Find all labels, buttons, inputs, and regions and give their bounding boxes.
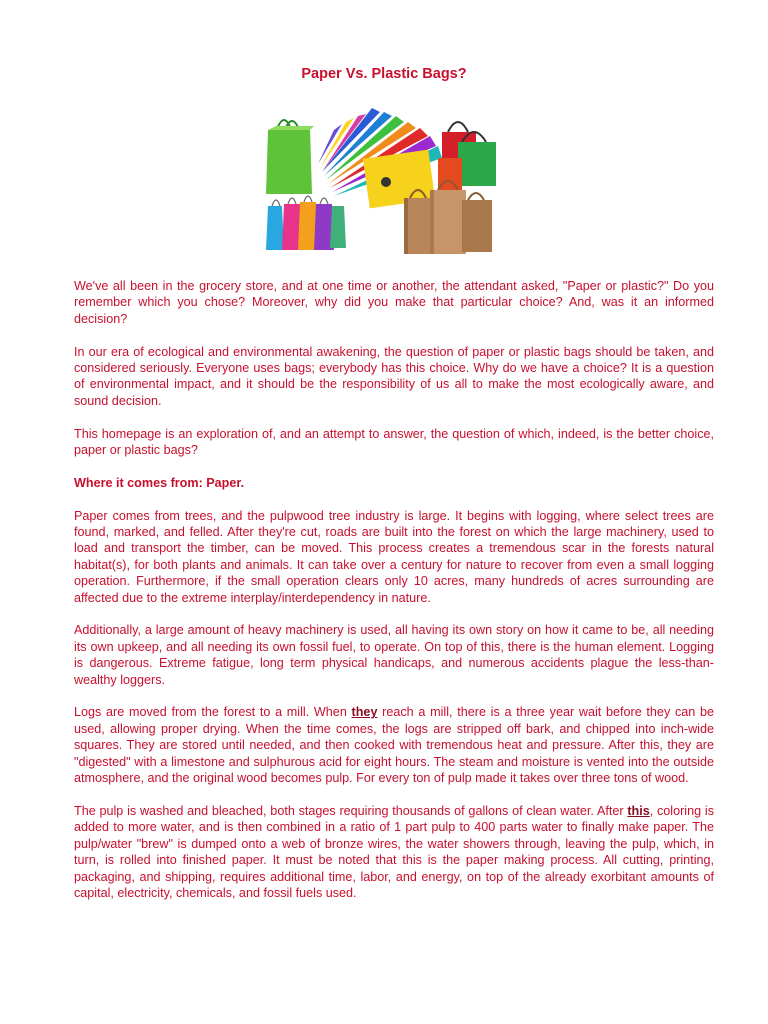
section-heading-paper: Where it comes from: Paper. <box>74 475 245 490</box>
article-body <box>74 278 714 901</box>
this-link[interactable]: this <box>627 803 650 818</box>
pulp-text-start: The pulp is washed and bleached, both stages requiring thousands of gallons of clean water. After <box>74 803 628 818</box>
paper-origin-paragraph: Paper comes from trees, and the pulpwood tree industry is large. It begins with logging, where select trees are found, marked, and felled. After they're cut, roads are built into the forest on which the large machinery, used to load and transport the timber, can be moved. This process creates a tremendous scar in the forests natural habitat(s), for both plants and animals. It can take over a century for nature to recover from even a small logging operation. Furthermore, if the small operation clears only 10 acres, many hundreds of acres surrounding are affected due to the extreme interplay/interdependency in nature. <box>74 508 714 605</box>
mill-text-end: reach a mill, there is a three year wait before they can be used, allowing proper drying. When the time comes, the logs are stripped off bark, and chipped into inch-wide squares. They are stored until needed, and then cooked with tremendous heat and pressure. After this, they are "digested" with a limestone and sulphurous acid for eight hours. The steam and moisture is vented into the outside atmosphere, and the original wood becomes pulp. For every ton of pulp made it takes over three tons of wood. <box>74 705 714 786</box>
context-paragraph: In our era of ecological and environmental awakening, the question of paper or plastic bags should be taken, and considered seriously. Everyone uses bags; everybody has this choice. Why do we have a choice? It is a question of environmental impact, and it should be the responsibility of us all to make the most ecologically aware, and sound decision. <box>74 344 714 408</box>
machinery-paragraph: Additionally, a large amount of heavy machinery is used, all having its own story on how it came to be, all needing its own upkeep, and all needing its own fossil fuel, to operate. On top of this, there is the human element. Logging is dangerous. Extreme fatigue, long term physical handicaps, and numerous accidents plague the less-than-wealthy loggers. <box>74 623 714 687</box>
mill-paragraph <box>74 704 714 786</box>
mill-text-start: Logs are moved from the forest to a mill. When <box>74 705 352 720</box>
purpose-paragraph: This homepage is an exploration of, and an attempt to answer, the question of which, indeed, is the better choice, paper or plastic bags? <box>74 426 714 458</box>
they-link[interactable]: they <box>351 705 378 720</box>
shopping-bags-illustration <box>262 102 502 262</box>
pulp-text-end: , coloring is added to more water, and is then combined in a ratio of 1 part pulp to 400 parts water to finally make paper. The pulp/water "brew" is dumped onto a web of bronze wires, the water showers through, leaving the pulp, which, in turn, is rolled into finished paper. It must be noted that this is the paper making process. All cutting, printing, packaging, and shipping, requires additional time, labor, and energy, on top of the already exorbitant amounts of capital, electricity, chemicals, and fossil fuels used. <box>74 803 714 900</box>
page-title: Paper Vs. Plastic Bags? <box>301 66 467 82</box>
pulp-paragraph <box>74 803 714 901</box>
intro-paragraph: We've all been in the grocery store, and at one time or another, the attendant asked, "Paper or plastic?" Do you remember which you chose? Moreover, why did you make that particular choice? And, was it an informed decision? <box>74 279 714 326</box>
